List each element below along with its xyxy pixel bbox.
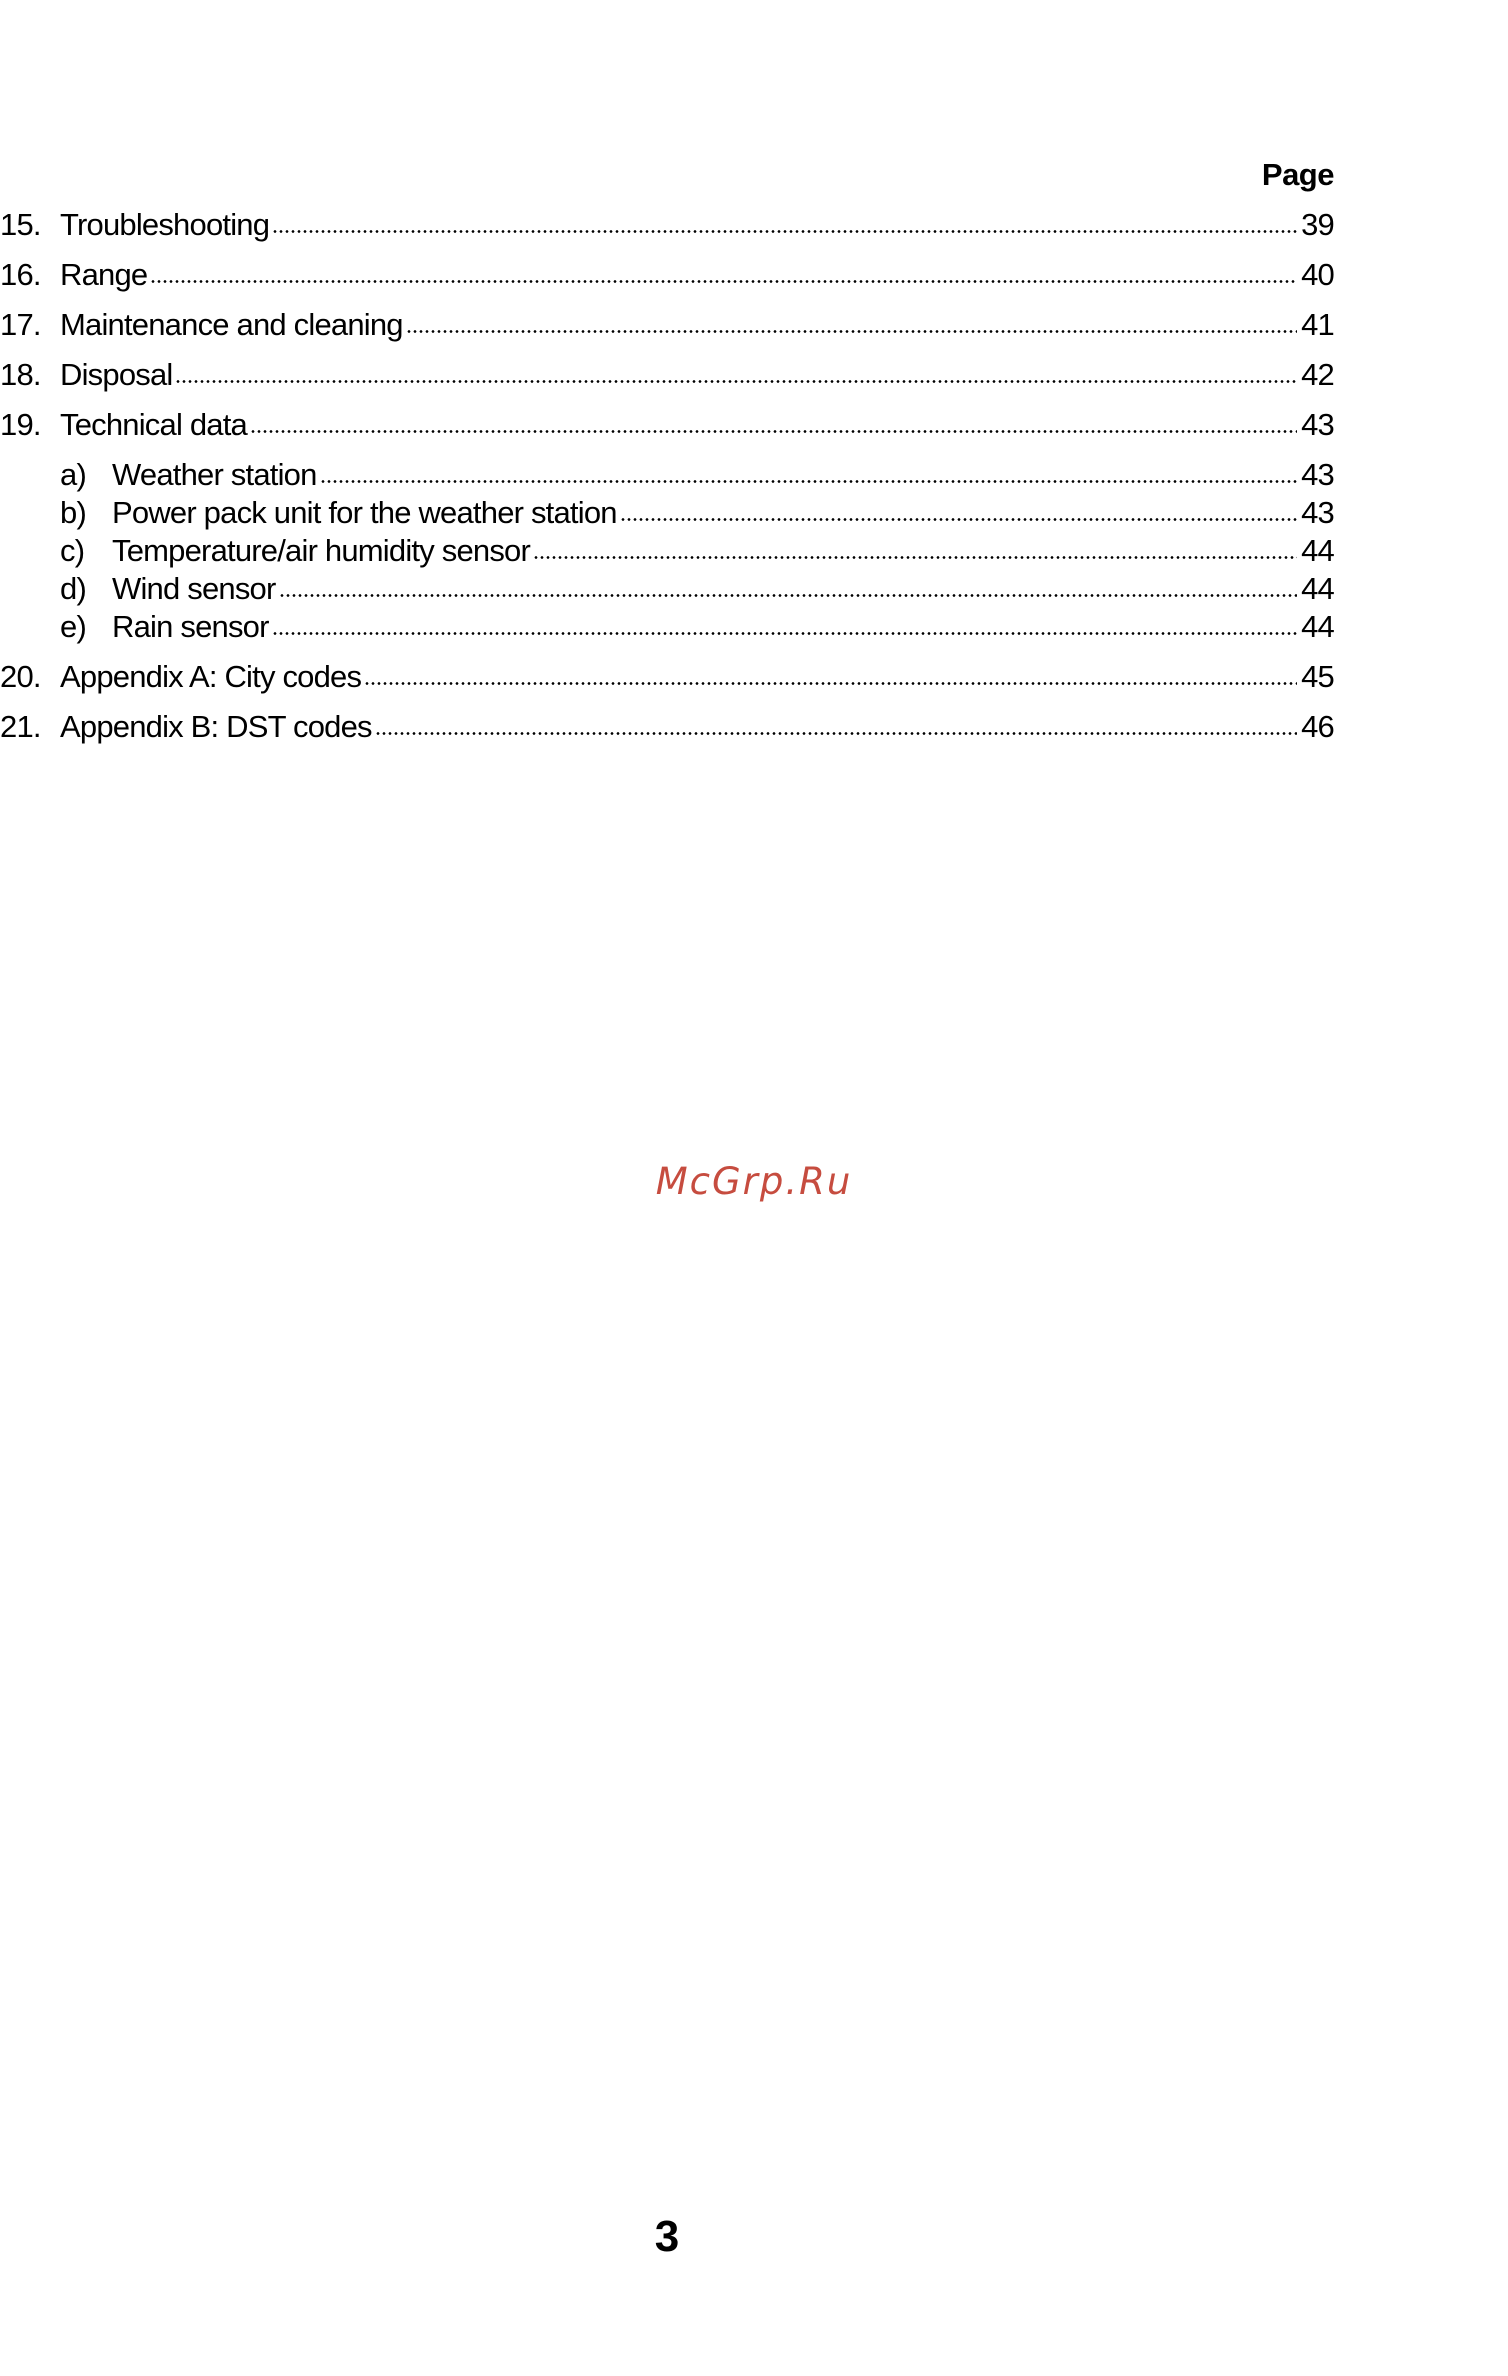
- toc-subentry-letter: c): [60, 533, 85, 568]
- toc-subentry-letter: e): [60, 609, 86, 644]
- page-number: 3: [654, 2212, 680, 2261]
- toc-subentry-letter: a): [60, 457, 86, 492]
- toc-entry-maintenance[interactable]: [0, 306, 1334, 344]
- toc-subentry-weather-station[interactable]: [0, 456, 1334, 494]
- toc-subentry-wind-sensor[interactable]: [0, 570, 1334, 608]
- toc-entry-troubleshooting[interactable]: [0, 206, 1334, 244]
- watermark-text: McGrp.Ru: [655, 1160, 853, 1203]
- toc-entry-page: 40: [1301, 257, 1334, 292]
- toc-entry-page: 39: [1301, 207, 1334, 242]
- toc-entry-page: 41: [1301, 307, 1334, 342]
- toc-subentry-page: 44: [1301, 571, 1334, 606]
- toc-subentry-title: Temperature/air humidity sensor: [112, 533, 530, 568]
- dot-leader: [620, 503, 1297, 523]
- dot-leader: [533, 541, 1297, 561]
- dot-leader: [175, 365, 1297, 385]
- toc-subentry-letter: b): [60, 495, 86, 530]
- toc-subentry-title: Rain sensor: [112, 609, 269, 644]
- dot-leader: [364, 667, 1297, 687]
- toc-subentry-title: Weather station: [112, 457, 317, 492]
- toc-subentry-title: Power pack unit for the weather station: [112, 495, 617, 530]
- dot-leader: [272, 617, 1297, 637]
- toc-entry-page: 46: [1301, 709, 1334, 744]
- dot-leader: [250, 415, 1297, 435]
- dot-leader: [406, 315, 1297, 335]
- toc-subentry-temperature-sensor[interactable]: [0, 532, 1334, 570]
- toc-subentry-page: 44: [1301, 533, 1334, 568]
- toc-entry-number: 16.: [0, 257, 41, 292]
- toc-entry-title: Disposal: [60, 357, 173, 392]
- toc-entry-disposal[interactable]: [0, 356, 1334, 394]
- toc-entry-number: 20.: [0, 659, 41, 694]
- dot-leader: [279, 579, 1298, 599]
- toc-entry-number: 17.: [0, 307, 41, 342]
- dot-leader: [375, 717, 1297, 737]
- toc-entry-title: Appendix A: City codes: [60, 659, 362, 694]
- toc-subentry-page: 44: [1301, 609, 1334, 644]
- toc-subentry-title: Wind sensor: [112, 571, 276, 606]
- toc-entry-number: 19.: [0, 407, 41, 442]
- dot-leader: [150, 265, 1297, 285]
- toc-entry-title: Appendix B: DST codes: [60, 709, 372, 744]
- toc-entry-number: 15.: [0, 207, 41, 242]
- toc-entry-page: 43: [1301, 407, 1334, 442]
- table-of-contents: [0, 206, 1334, 758]
- toc-subentry-page: 43: [1301, 457, 1334, 492]
- dot-leader: [320, 465, 1298, 485]
- toc-entry-page: 42: [1301, 357, 1334, 392]
- toc-entry-title: Maintenance and cleaning: [60, 307, 403, 342]
- page-column-header: Page: [1261, 157, 1334, 192]
- toc-entry-title: Troubleshooting: [60, 207, 270, 242]
- toc-entry-page: 45: [1301, 659, 1334, 694]
- toc-entry-appendix-b[interactable]: [0, 708, 1334, 746]
- toc-subentry-power-pack[interactable]: [0, 494, 1334, 532]
- toc-entry-number: 21.: [0, 709, 41, 744]
- toc-entry-number: 18.: [0, 357, 41, 392]
- toc-subentry-page: 43: [1301, 495, 1334, 530]
- dot-leader: [272, 215, 1297, 235]
- toc-entry-appendix-a[interactable]: [0, 658, 1334, 696]
- toc-subentry-letter: d): [60, 571, 86, 606]
- toc-entry-technical-data[interactable]: [0, 406, 1334, 444]
- toc-subentry-rain-sensor[interactable]: [0, 608, 1334, 646]
- toc-entry-range[interactable]: [0, 256, 1334, 294]
- toc-entry-title: Range: [60, 257, 148, 292]
- toc-entry-title: Technical data: [60, 407, 247, 442]
